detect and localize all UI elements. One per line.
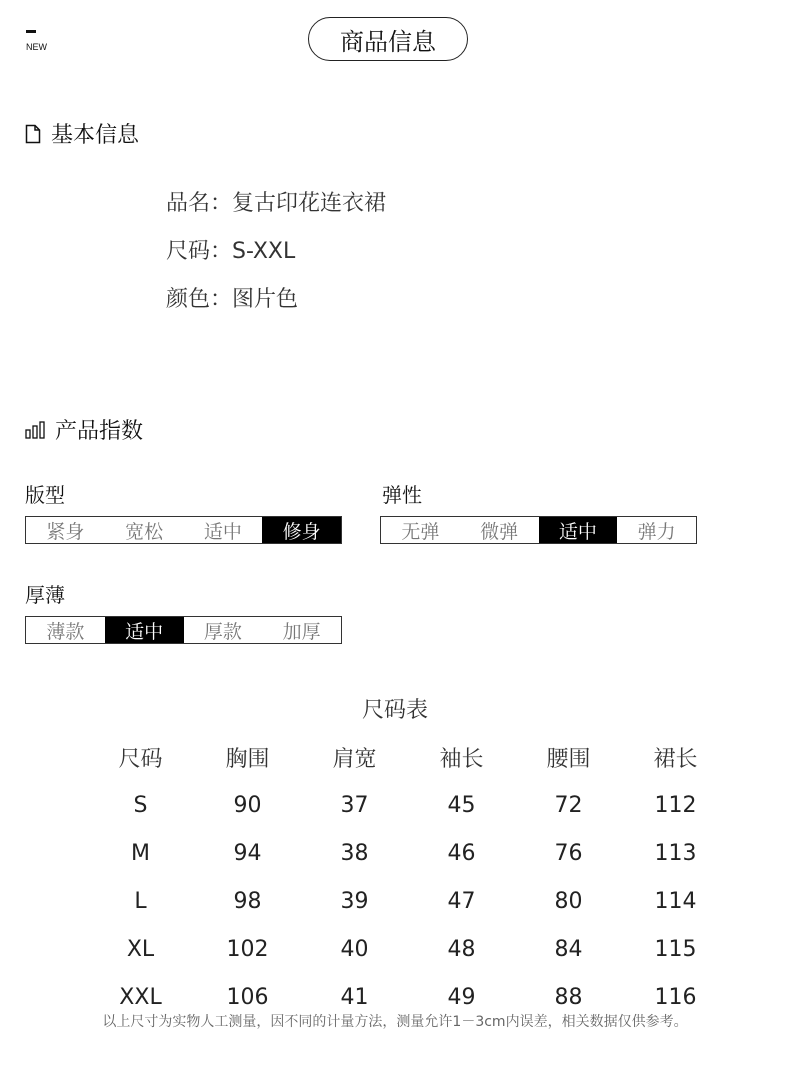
table-row: [87, 781, 729, 829]
table-cell: 48: [447, 936, 476, 962]
elasticity-option: 微弹: [480, 520, 519, 543]
thickness-label: 厚薄: [25, 583, 65, 607]
elasticity-option-selected: 适中: [539, 517, 618, 543]
table-cell: 47: [447, 888, 476, 914]
size-chart-table: [87, 733, 729, 1021]
table-cell: 84: [554, 936, 583, 962]
elasticity-option: 弹力: [637, 520, 676, 543]
size-chart-note: 以上尺寸为实物人工测量，因不同的计量方法，测量允许1－3cm内误差，相关数据仅供参考。: [102, 1014, 688, 1030]
table-cell: 115: [654, 936, 697, 962]
table-cell: 38: [340, 840, 369, 866]
table-cell: 114: [654, 888, 697, 914]
fit-option: 宽松: [125, 520, 164, 543]
table-cell: 102: [226, 936, 269, 962]
table-cell: XL: [126, 936, 155, 962]
new-badge: [26, 30, 50, 54]
size-chart-header: 裙长: [653, 746, 698, 772]
size-chart-header: 腰围: [546, 746, 591, 772]
basic-info-header: [25, 118, 139, 149]
table-cell: 116: [654, 984, 697, 1010]
info-value: S-XXL: [232, 239, 296, 264]
table-cell: 39: [340, 888, 369, 914]
table-cell: 40: [340, 936, 369, 962]
info-line-size: [166, 234, 295, 265]
info-line-name: [166, 186, 386, 217]
product-index-title: 产品指数: [55, 419, 144, 444]
table-cell: 37: [340, 792, 369, 818]
table-cell: XXL: [119, 984, 162, 1010]
new-badge-text: NEW: [26, 42, 47, 52]
thickness-scale: [25, 616, 342, 644]
size-chart-header: 胸围: [225, 746, 270, 772]
table-cell: 113: [654, 840, 697, 866]
size-chart-header: 尺码: [118, 746, 163, 772]
size-chart-header: 袖长: [439, 746, 484, 772]
table-cell: 41: [340, 984, 369, 1010]
table-row: [87, 877, 729, 925]
thickness-option: 薄款: [46, 620, 85, 643]
table-cell: 112: [654, 792, 697, 818]
info-line-color: [166, 282, 298, 313]
info-key: 颜色：: [166, 287, 233, 312]
table-cell: 45: [447, 792, 476, 818]
bar-chart-icon: [25, 420, 45, 440]
table-cell: 106: [226, 984, 269, 1010]
fit-label: 版型: [25, 483, 65, 507]
thickness-option-selected: 适中: [105, 617, 184, 643]
table-cell: 80: [554, 888, 583, 914]
elasticity-option: 无弹: [401, 520, 440, 543]
table-cell: 49: [447, 984, 476, 1010]
table-cell: 76: [554, 840, 583, 866]
size-chart-header-row: [87, 733, 729, 781]
document-icon: [25, 124, 41, 144]
table-row: [87, 925, 729, 973]
table-row: [87, 829, 729, 877]
fit-scale: [25, 516, 342, 544]
info-value: 图片色: [232, 287, 299, 312]
table-cell: 46: [447, 840, 476, 866]
table-cell: S: [133, 792, 148, 818]
fit-option: 适中: [203, 520, 242, 543]
table-cell: M: [131, 840, 150, 866]
table-cell: L: [134, 888, 147, 914]
table-cell: 88: [554, 984, 583, 1010]
table-cell: 72: [554, 792, 583, 818]
new-badge-bar: [26, 30, 36, 33]
table-cell: 90: [233, 792, 262, 818]
info-key: 尺码：: [166, 239, 233, 264]
thickness-option: 厚款: [203, 620, 242, 643]
size-chart-title: 尺码表: [361, 698, 428, 723]
basic-info-title: 基本信息: [51, 123, 140, 148]
table-cell: 94: [233, 840, 262, 866]
info-value: 复古印花连衣裙: [232, 191, 387, 216]
elasticity-scale: [380, 516, 697, 544]
product-index-header: [25, 414, 143, 445]
table-cell: 98: [233, 888, 262, 914]
fit-option: 紧身: [46, 520, 85, 543]
info-key: 品名：: [166, 191, 233, 216]
size-chart-header: 肩宽: [332, 746, 377, 772]
fit-option-selected: 修身: [262, 517, 341, 543]
elasticity-label: 弹性: [382, 483, 422, 507]
page-title: 商品信息: [308, 17, 468, 61]
thickness-option: 加厚: [282, 620, 321, 643]
